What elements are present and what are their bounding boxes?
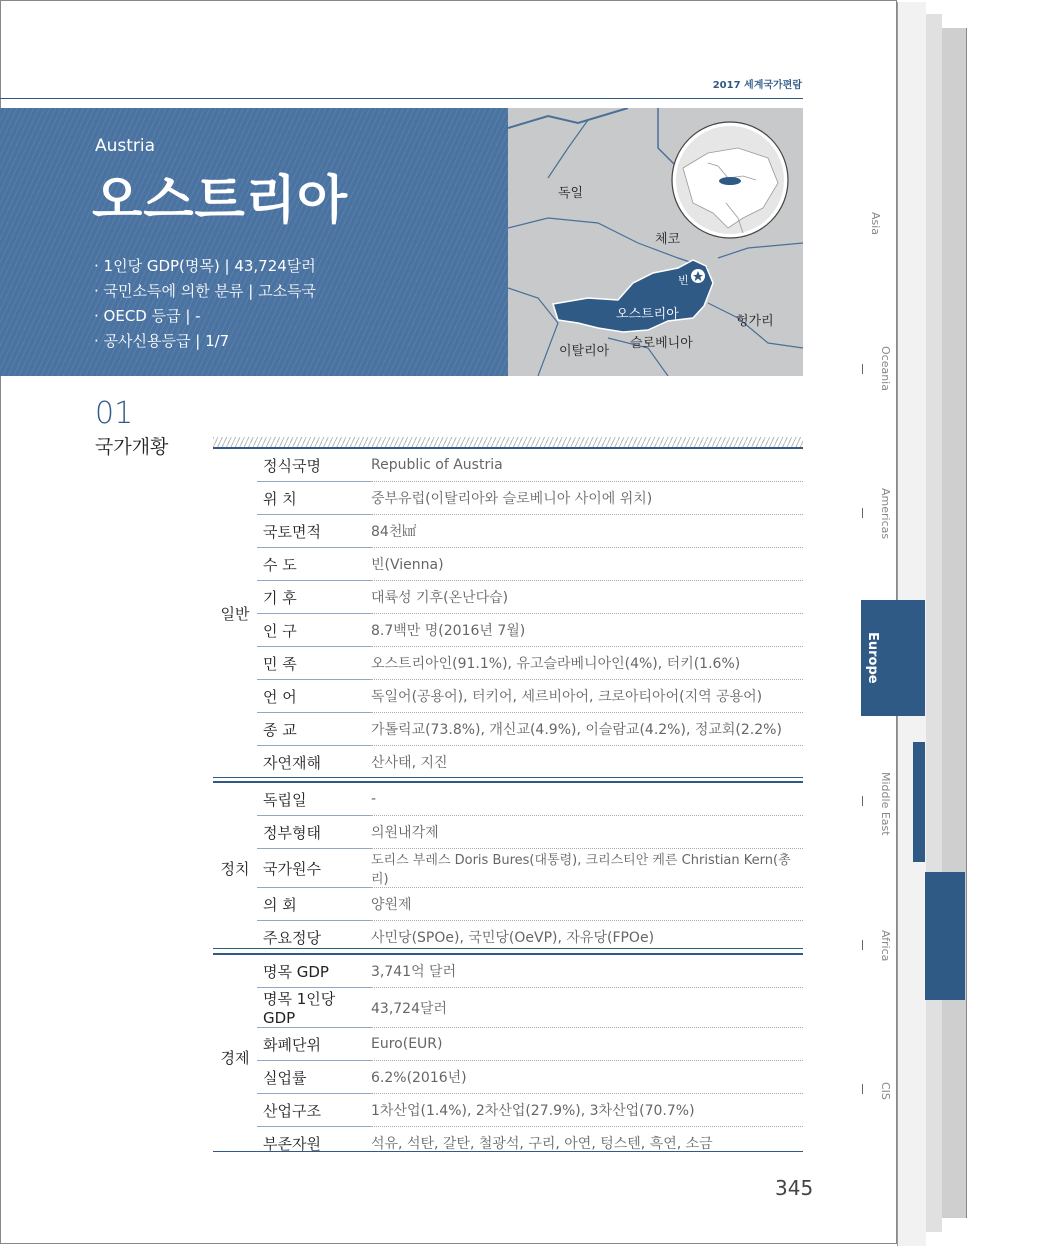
- edge-tab: [913, 600, 925, 716]
- side-tab-asia[interactable]: Asia: [869, 212, 882, 236]
- table-row: [213, 548, 803, 581]
- table-row: [213, 955, 803, 988]
- side-tab-oceania[interactable]: Oceania: [879, 346, 892, 391]
- row-value: 석유, 석탄, 갈탄, 철광석, 구리, 아연, 텅스텐, 흑연, 소금: [371, 1136, 713, 1152]
- map-label-vienna: 빈: [678, 274, 689, 287]
- table-row: [213, 713, 803, 746]
- row-label: 위 치: [257, 482, 371, 515]
- table-row: [213, 1028, 803, 1061]
- side-tab-africa[interactable]: Africa: [879, 930, 892, 962]
- table-row: [213, 849, 803, 888]
- row-value: 오스트리아인(91.1%), 유고슬라베니아인(4%), 터키(1.6%): [371, 647, 803, 680]
- country-map: [508, 108, 803, 376]
- map-label-czech: 체코: [655, 232, 681, 247]
- header-rule: [0, 98, 803, 99]
- side-tab-divider: [862, 940, 863, 950]
- row-label: 수 도: [257, 548, 371, 581]
- row-value: 84천㎢: [371, 515, 803, 548]
- row-value: -: [371, 783, 803, 816]
- row-label: 명목 1인당 GDP: [257, 988, 371, 1028]
- table-row: [213, 680, 803, 713]
- table-row: [213, 449, 803, 482]
- row-label: 부존자원: [263, 1134, 321, 1153]
- map-label-austria: 오스트리아: [616, 307, 679, 322]
- table-row: [213, 921, 803, 954]
- side-tab-europe[interactable]: Europe: [865, 632, 880, 684]
- map-label-germany: 독일: [558, 186, 584, 201]
- row-label: 언 어: [257, 680, 371, 713]
- row-label: 명목 GDP: [257, 955, 371, 988]
- group-category: 정치: [220, 859, 250, 878]
- table-row: [213, 1061, 803, 1094]
- row-label: 정식국명: [257, 449, 371, 482]
- info-table-politics: [213, 783, 803, 953]
- map-label-hungary: 헝가리: [736, 314, 774, 329]
- table-row: [213, 888, 803, 921]
- fact-item: · 국민소득에 의한 분류 | 고소득국: [94, 282, 317, 300]
- side-tab-divider: [862, 364, 863, 374]
- row-label: 인 구: [257, 614, 371, 647]
- table-row: [213, 783, 803, 816]
- section-number: 01: [95, 396, 134, 431]
- row-value: 산사태, 지진: [371, 755, 448, 771]
- side-tab-divider: [862, 1084, 863, 1094]
- row-label: 주요정당: [263, 928, 321, 947]
- table-row: [213, 482, 803, 515]
- book-edge: [925, 14, 942, 1232]
- key-facts: [94, 254, 316, 354]
- table-row: [213, 581, 803, 614]
- side-tab-middle-east[interactable]: Middle East: [879, 772, 892, 836]
- row-label: 화폐단위: [257, 1028, 371, 1061]
- table-row: [213, 515, 803, 548]
- edge-tab: [913, 742, 925, 862]
- row-value: 도리스 부레스 Doris Bures(대통령), 크리스티안 케른 Christian Kern(총리): [371, 849, 803, 888]
- row-label: 자연재해: [263, 753, 321, 772]
- info-table-economy: [213, 955, 803, 1159]
- row-label: 기 후: [257, 581, 371, 614]
- row-label: 산업구조: [257, 1094, 371, 1127]
- row-value: 8.7백만 명(2016년 7월): [371, 614, 803, 647]
- row-value: 가톨릭교(73.8%), 개신교(4.9%), 이슬람교(4.2%), 정교회(2.2%): [371, 713, 803, 746]
- table-row: [213, 1127, 803, 1160]
- row-value: 3,741억 달러: [371, 955, 803, 988]
- country-name-en: Austria: [95, 136, 156, 156]
- row-value: 6.2%(2016년): [371, 1061, 803, 1094]
- row-label: 정부형태: [257, 816, 371, 849]
- info-table-general: [213, 449, 803, 778]
- row-label: 의 회: [257, 888, 371, 921]
- hatch-divider: [213, 437, 803, 447]
- side-tab-americas[interactable]: Americas: [879, 488, 892, 540]
- table-row: [213, 746, 803, 779]
- fact-item: · 공사신용등급 | 1/7: [94, 332, 230, 350]
- book-edge: [941, 28, 967, 1218]
- row-label: 국토면적: [257, 515, 371, 548]
- row-value: Euro(EUR): [371, 1028, 803, 1061]
- row-value: 빈(Vienna): [371, 548, 803, 581]
- row-value: 중부유럽(이탈리아와 슬로베니아 사이에 위치): [371, 482, 803, 515]
- side-tab-cis[interactable]: CIS: [879, 1082, 892, 1100]
- map-label-slovenia: 슬로베니아: [630, 336, 693, 351]
- page-number: 345: [775, 1176, 814, 1200]
- side-tab-divider: [862, 508, 863, 518]
- table-row: [213, 816, 803, 849]
- row-label: 국가원수: [257, 849, 371, 888]
- table-row: [213, 614, 803, 647]
- country-name-ko: 오스트리아: [92, 171, 349, 231]
- row-value: Republic of Austria: [371, 449, 803, 482]
- row-value: 의원내각제: [371, 816, 803, 849]
- row-value: 사민당(SPOe), 국민당(OeVP), 자유당(FPOe): [371, 930, 655, 946]
- row-value: 양원제: [371, 888, 803, 921]
- row-value: 독일어(공용어), 터키어, 세르비아어, 크로아티아어(지역 공용어): [371, 680, 803, 713]
- map-label-italy: 이탈리아: [559, 344, 610, 359]
- row-label: 실업률: [257, 1061, 371, 1094]
- fact-item: · OECD 등급 | -: [94, 307, 201, 325]
- side-tab-divider: [862, 796, 863, 806]
- row-value: 1차산업(1.4%), 2차산업(27.9%), 3차산업(70.7%): [371, 1094, 803, 1127]
- table-row: [213, 647, 803, 680]
- section-title: 국가개황: [95, 436, 169, 458]
- table-row: [213, 988, 803, 1028]
- row-value: 대륙성 기후(온난다습): [371, 581, 803, 614]
- book-title: 2017 세계국가편람: [712, 80, 802, 91]
- edge-tab: [925, 872, 965, 1000]
- row-label: 독립일: [257, 783, 371, 816]
- table-row: [213, 1094, 803, 1127]
- group-category: 일반: [220, 605, 250, 623]
- row-value: 43,724달러: [371, 988, 803, 1028]
- row-label: 민 족: [257, 647, 371, 680]
- group-category: 경제: [220, 1048, 250, 1067]
- row-label: 종 교: [257, 713, 371, 746]
- fact-item: · 1인당 GDP(명목) | 43,724달러: [94, 257, 316, 275]
